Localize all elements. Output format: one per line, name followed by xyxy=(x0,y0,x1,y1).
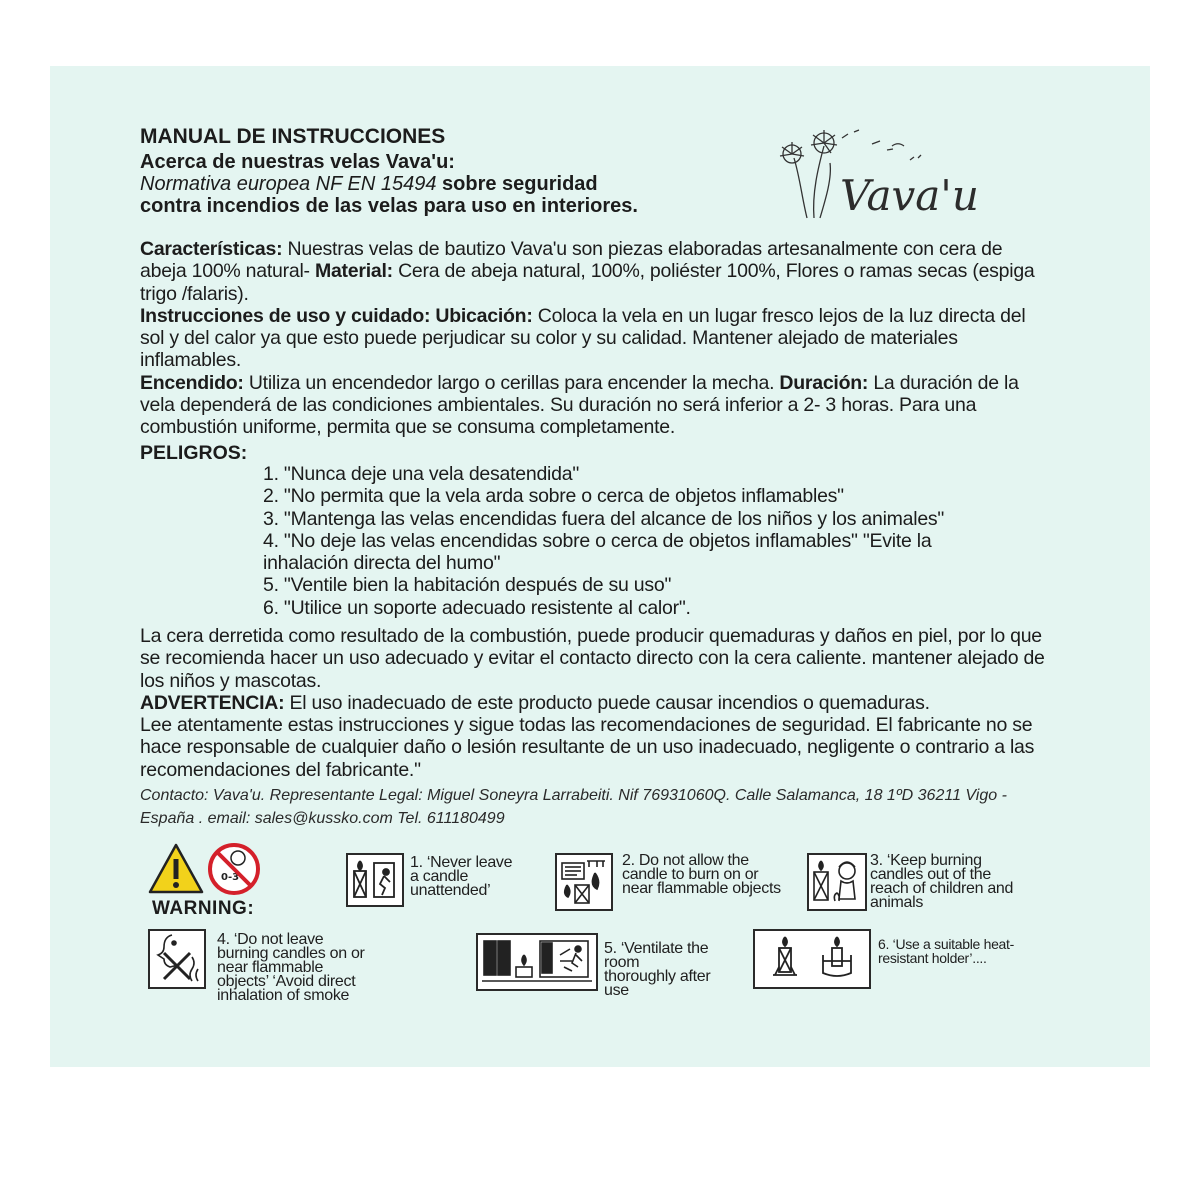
material-text: Cera de abeja natural, 100%, poliéster 100%, Flores o ramas secas (espiga trigo /falaris). xyxy=(140,260,1035,305)
contact-line-1: Contacto: Vava'u. Representante Legal: Miguel Soneyra Larrabeiti. Nif 76931060Q. Calle Salamanca, 18 1ºD 36211 Vigo - xyxy=(140,787,1007,804)
caption-3: 3. ‘Keep burning candles out of the reach of children and animals xyxy=(870,852,1014,911)
disclaimer-paragraph: Lee atentamente estas instrucciones y sigue todas las recomendaciones de seguridad. El fabricante no se hace responsable de cualquier daño o lesión resultante de un uso inadecuado, negligente o contrario a las recomendaciones del fabricante." xyxy=(140,714,1035,781)
smoke-inhalation-icon xyxy=(148,929,206,989)
warning-text-es: El uso inadecuado de este producto puede causar incendios o quemaduras. xyxy=(284,691,930,714)
danger-item: 1. "Nunca deje una vela desatendida" xyxy=(263,463,579,485)
ventilate-room-icon xyxy=(476,933,598,991)
ignition-paragraph xyxy=(140,372,1045,439)
dangers-list xyxy=(263,463,963,619)
brand-logo xyxy=(762,118,1012,228)
danger-item: 4. "No deje las velas encendidas sobre o cerca de objetos inflamables" "Evite la inhalación directa del humo" xyxy=(263,529,932,575)
age-badge: 0-3 xyxy=(221,872,240,883)
danger-item: 5. "Ventile bien la habitación después de su uso" xyxy=(263,574,672,597)
material-label: Material: xyxy=(314,260,393,283)
usage-paragraph xyxy=(140,305,1045,372)
characteristics-label: Características: xyxy=(140,238,283,260)
body-text xyxy=(140,238,1045,439)
usage-text: Coloca la vela en un lugar fresco lejos de la luz directa del sol y del calor ya que esto puede perjudicar su color y su calidad. Mantener alejado de materiales inflamables. xyxy=(140,304,1026,372)
dandelion-logo-icon xyxy=(762,118,1012,228)
burn-paragraph: La cera derretida como resultado de la combustión, puede producir quemaduras y daños en piel, por lo que se recomienda hacer un uso adecuado y evitar el contacto directo con la cera caliente. mantener alejado de los niños y mascotas. xyxy=(140,625,1045,692)
characteristics-text: Nuestras velas de bautizo Vava'u son piezas elaboradas artesanalmente con cera de abeja 100% natural- xyxy=(140,238,1003,283)
warning-triangle-icon xyxy=(150,845,202,892)
contact-line-2: España . email: sales@kussko.com Tel. 611180499 xyxy=(140,810,505,827)
warning-text xyxy=(140,625,1045,781)
warning-symbols xyxy=(148,842,263,898)
warning-paragraph xyxy=(140,692,1045,714)
contact-info xyxy=(140,784,1050,830)
age-prohibition-icon xyxy=(210,845,258,893)
norm-line-2: contra incendios de las velas para uso en interiores. xyxy=(140,195,638,217)
duration-text: La duración de la vela dependerá de las condiciones ambientales. Su duración no será inferior a 2- 3 horas. Para una combustión uniforme, permita que se consuma completamente. xyxy=(140,371,1019,439)
norm-line xyxy=(140,173,700,195)
duration-label: Duración: xyxy=(779,371,869,394)
warning-label-es: ADVERTENCIA: xyxy=(140,691,285,714)
caption-6: 6. ‘Use a suitable heat-resistant holder’.... xyxy=(878,936,1014,966)
danger-item: 3. "Mantenga las velas encendidas fuera del alcance de los niños y los animales" xyxy=(263,507,945,530)
flammable-objects-icon xyxy=(555,853,613,911)
characteristics-paragraph xyxy=(140,238,1045,305)
usage-label: Instrucciones de uso y cuidado: Ubicación: xyxy=(140,304,533,327)
warning-label: WARNING: xyxy=(152,898,255,919)
ignition-text: Utiliza un encendedor largo o cerillas para encender la mecha. xyxy=(243,371,780,394)
logo-text: Vava'u xyxy=(840,171,979,220)
children-animals-icon xyxy=(807,853,867,911)
ignition-label: Encendido: xyxy=(140,371,244,394)
subtitle: Acerca de nuestras velas Vava'u: xyxy=(140,151,455,173)
caption-1: 1. ‘Never leave a candle unattended’ xyxy=(410,854,513,899)
norm-bold: sobre seguridad xyxy=(436,173,598,195)
caption-4: 4. ‘Do not leave burning candles on or near flammable objects’ ‘Avoid direct inhalation of smoke xyxy=(217,931,365,1004)
caption-2: 2. Do not allow the candle to burn on or near flammable objects xyxy=(622,852,781,897)
page-title: MANUAL DE INSTRUCCIONES xyxy=(140,125,446,148)
danger-item: 2. "No permita que la vela arda sobre o cerca de objetos inflamables" xyxy=(263,485,844,508)
dangers-title: PELIGROS: xyxy=(140,442,248,464)
heat-resistant-holder-icon xyxy=(753,929,871,989)
unattended-candle-icon xyxy=(346,853,404,907)
danger-item: 6. "Utilice un soporte adecuado resistente al calor". xyxy=(263,596,691,619)
caption-5: 5. ‘Ventilate the room thoroughly after use xyxy=(604,940,711,999)
norm-italic: Normativa europea NF EN 15494 xyxy=(140,173,437,195)
